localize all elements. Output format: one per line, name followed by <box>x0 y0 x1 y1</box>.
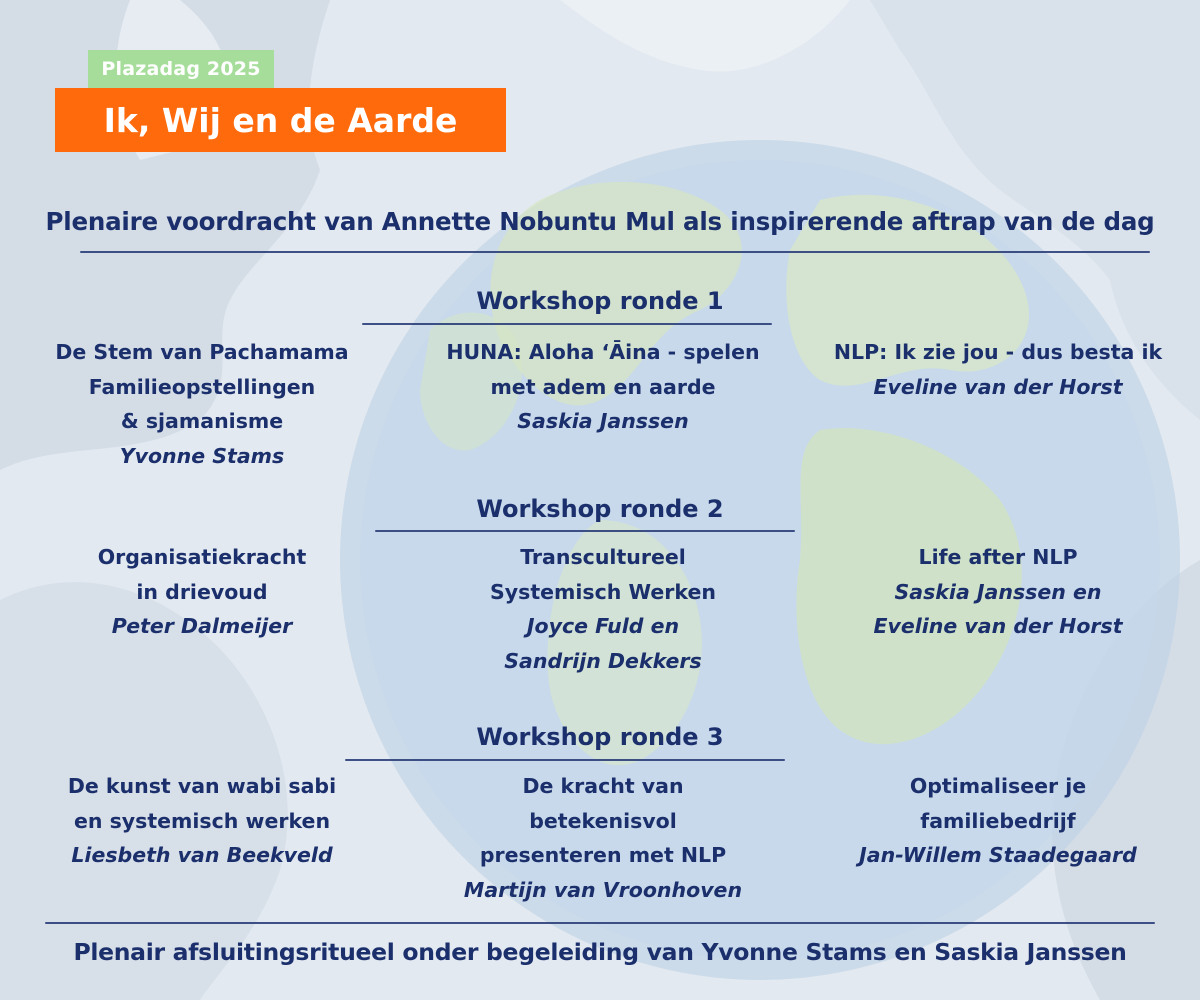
workshop-card <box>433 540 773 678</box>
workshop-presenter: Saskia Janssen en Eveline van der Horst <box>873 579 1123 638</box>
workshop-card <box>828 540 1168 644</box>
divider <box>345 759 785 761</box>
workshop-card <box>828 769 1168 873</box>
workshop-title: Organisatiekracht in drievoud <box>97 545 307 604</box>
workshop-card <box>433 769 773 907</box>
round-heading: Workshop ronde 2 <box>476 495 724 523</box>
event-badge: Plazadag 2025 <box>88 50 274 88</box>
round-heading: Workshop ronde 3 <box>476 723 724 751</box>
workshop-title: De kracht van betekenisvol presenteren met NLP <box>479 774 727 867</box>
workshop-presenter: Liesbeth van Beekveld <box>71 843 333 867</box>
workshop-title: Optimaliseer je familiebedrijf <box>909 774 1087 833</box>
divider <box>45 922 1155 924</box>
workshop-card <box>32 540 372 644</box>
workshop-presenter: Joyce Fuld en Sandrijn Dekkers <box>504 614 702 673</box>
workshop-presenter: Eveline van der Horst <box>873 374 1123 399</box>
workshop-presenter: Martijn van Vroonhoven <box>463 877 743 902</box>
workshop-presenter: Peter Dalmeijer <box>111 614 293 638</box>
workshop-card <box>32 335 372 473</box>
workshop-card <box>828 335 1168 404</box>
workshop-presenter: Saskia Janssen <box>517 409 689 433</box>
workshop-presenter: Yvonne Stams <box>119 443 285 468</box>
plenary-closing: Plenair afsluitingsritueel onder begeleiding van Yvonne Stams en Saskia Janssen <box>73 938 1127 966</box>
divider <box>80 251 1150 253</box>
workshop-presenter: Jan-Willem Staadegaard <box>859 843 1137 867</box>
divider <box>362 323 772 325</box>
workshop-card <box>32 769 372 873</box>
workshop-title: De kunst van wabi sabi en systemisch werken <box>67 774 337 833</box>
workshop-card <box>433 335 773 439</box>
divider <box>375 530 795 532</box>
workshop-title: Life after NLP <box>918 545 1078 569</box>
workshop-title: De Stem van Pachamama Familieopstellingen & sjamanisme <box>55 340 349 433</box>
event-title: Ik, Wij en de Aarde <box>55 88 506 152</box>
workshop-title: HUNA: Aloha ‘Āina - spelen met adem en aarde <box>446 340 760 399</box>
plenary-opening: Plenaire voordracht van Annette Nobuntu Mul als inspirerende aftrap van de dag <box>45 207 1155 236</box>
workshop-title: Transcultureel Systemisch Werken <box>490 545 716 604</box>
round-heading: Workshop ronde 1 <box>476 287 724 315</box>
workshop-title: NLP: Ik zie jou - dus besta ik <box>833 340 1163 364</box>
